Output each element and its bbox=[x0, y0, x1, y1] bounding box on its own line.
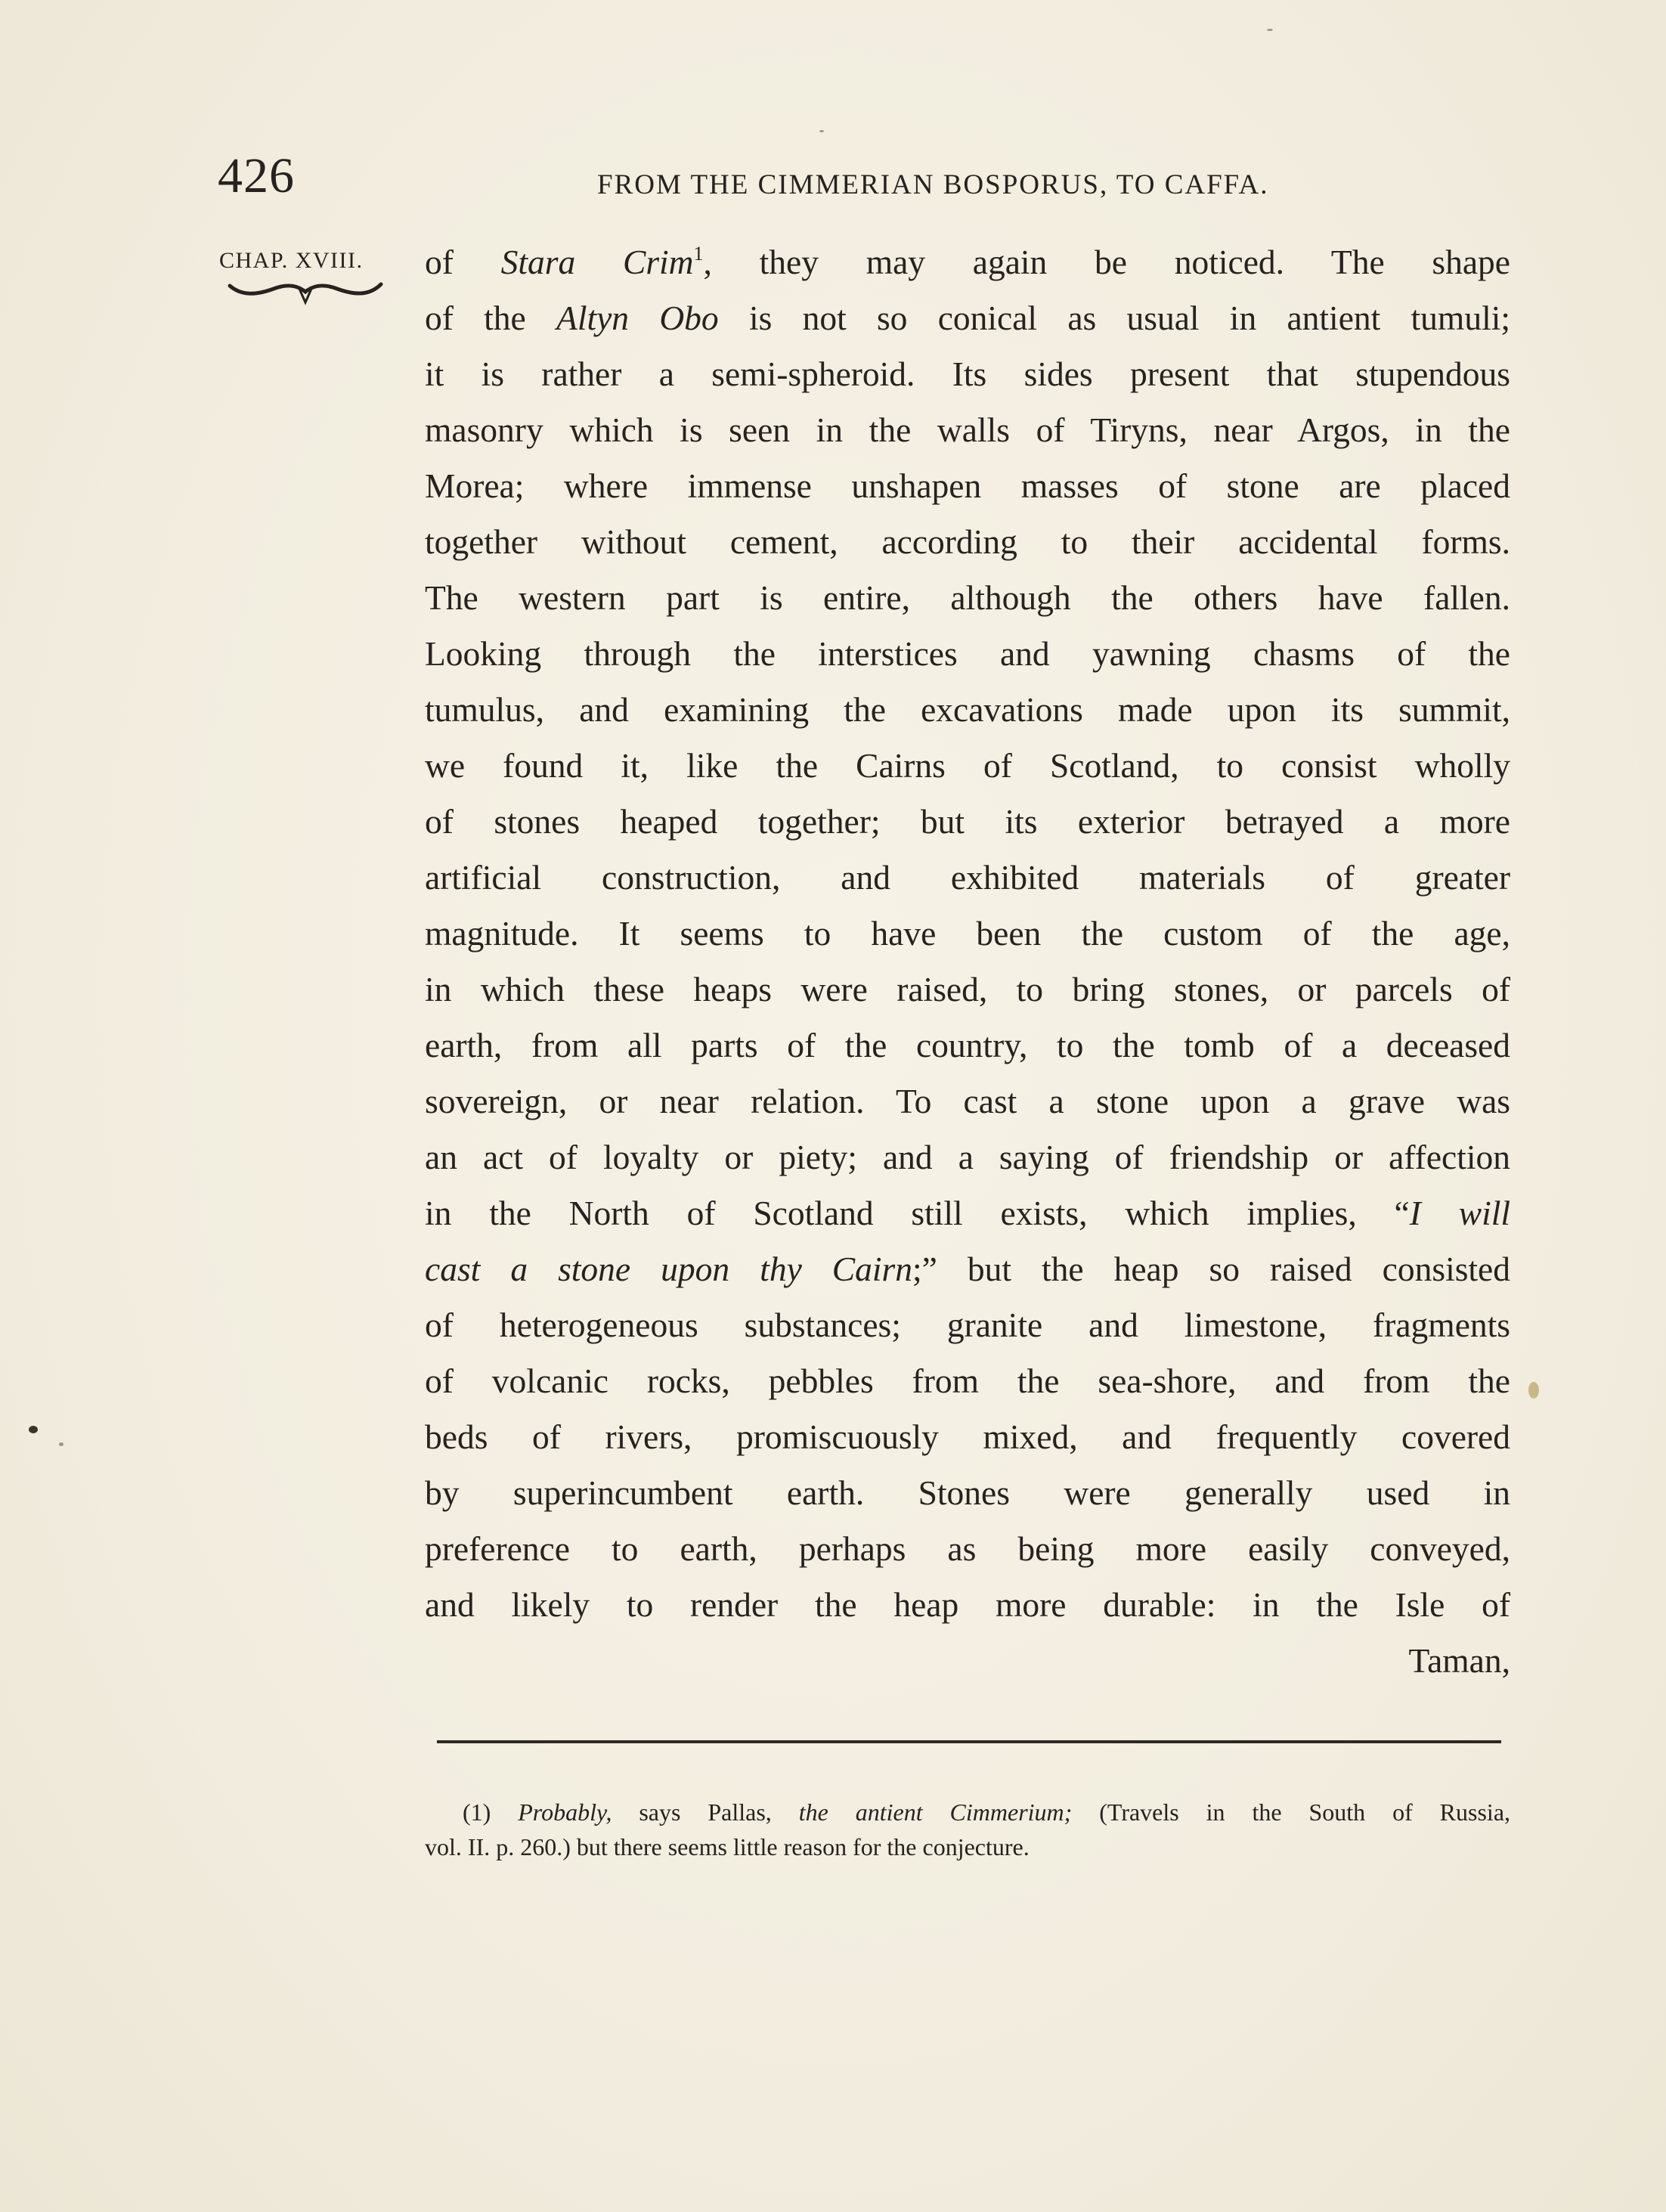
body-line: of volcanic rocks, pebbles from the sea-shore, and from the bbox=[425, 1362, 1510, 1400]
page-number: 426 bbox=[218, 148, 295, 203]
body-line: and likely to render the heap more durable: in the Isle of bbox=[425, 1585, 1510, 1624]
body-line: by superincumbent earth. Stones were generally used in bbox=[425, 1473, 1510, 1512]
italic-quote: I will bbox=[1409, 1194, 1510, 1232]
body-line: together without cement, according to their accidental forms. bbox=[425, 522, 1510, 561]
body-line: of Stara Crim$^1$, they may again be noticed. The shape bbox=[425, 243, 1510, 281]
footnote bbox=[425, 1795, 1510, 1864]
body-line: Looking through the interstices and yawning chasms of the bbox=[425, 634, 1510, 673]
body-line: of stones heaped together; but its exterior betrayed a more bbox=[425, 802, 1510, 841]
body-line: in which these heaps were raised, to bring stones, or parcels of bbox=[425, 970, 1510, 1008]
running-head: FROM THE CIMMERIAN BOSPORUS, TO CAFFA. bbox=[597, 169, 1269, 200]
italic-place-name: Altyn Obo bbox=[556, 299, 719, 337]
body-line: sovereign, or near relation. To cast a stone upon a grave was bbox=[425, 1082, 1510, 1120]
footnote-rule bbox=[437, 1740, 1501, 1743]
footnote-reference: 1 bbox=[693, 243, 704, 265]
footnote-marker: (1) bbox=[463, 1798, 491, 1826]
chapter-label: CHAP. XVIII. bbox=[219, 248, 364, 273]
body-line: magnitude. It seems to have been the custom of the age, bbox=[425, 914, 1510, 953]
paper-speck bbox=[59, 1442, 63, 1446]
italic-place-name: Stara Crim bbox=[500, 243, 694, 281]
body-line: earth, from all parts of the country, to the tomb of a deceased bbox=[425, 1026, 1510, 1064]
chapter-ornament-icon bbox=[227, 280, 386, 307]
body-line: of the Altyn Obo is not so conical as usual in antient tumuli; bbox=[425, 299, 1510, 337]
body-line: preference to earth, perhaps as being more easily conveyed, bbox=[425, 1529, 1510, 1568]
paper-speck bbox=[1267, 29, 1273, 31]
footnote-line: (1) Probably, says Pallas, the antient Cimmerium; (Travels in the South of Russia, bbox=[463, 1798, 1511, 1826]
paper-speck bbox=[1528, 1382, 1539, 1399]
italic-quote: cast a stone upon thy Cairn bbox=[425, 1250, 912, 1288]
body-line: Morea; where immense unshapen masses of stone are placed bbox=[425, 466, 1510, 505]
body-line: an act of loyalty or piety; and a saying of friendship or affection bbox=[425, 1138, 1510, 1176]
body-line: masonry which is seen in the walls of Tiryns, near Argos, in the bbox=[425, 410, 1510, 449]
body-line: cast a stone upon thy Cairn;” but the heap so raised consisted bbox=[425, 1250, 1510, 1288]
body-line: it is rather a semi-spheroid. Its sides present that stupendous bbox=[425, 355, 1510, 393]
body-line: tumulus, and examining the excavations made upon its summit, bbox=[425, 690, 1510, 729]
footnote-line: vol. II. p. 260.) but there seems little reason for the conjecture. bbox=[425, 1833, 1030, 1860]
paper-speck bbox=[819, 130, 824, 132]
body-line: The western part is entire, although the others have fallen. bbox=[425, 578, 1510, 617]
body-text bbox=[425, 234, 1510, 1689]
body-line: beds of rivers, promiscuously mixed, and frequently covered bbox=[425, 1417, 1510, 1456]
catchword: Taman, bbox=[1408, 1641, 1510, 1680]
body-line: in the North of Scotland still exists, which implies, “I will bbox=[425, 1194, 1510, 1232]
body-line: we found it, like the Cairns of Scotland, to consist wholly bbox=[425, 746, 1510, 785]
body-line: of heterogeneous substances; granite and limestone, fragments bbox=[425, 1306, 1510, 1344]
paper-speck bbox=[29, 1426, 38, 1433]
body-line: artificial construction, and exhibited materials of greater bbox=[425, 858, 1510, 897]
